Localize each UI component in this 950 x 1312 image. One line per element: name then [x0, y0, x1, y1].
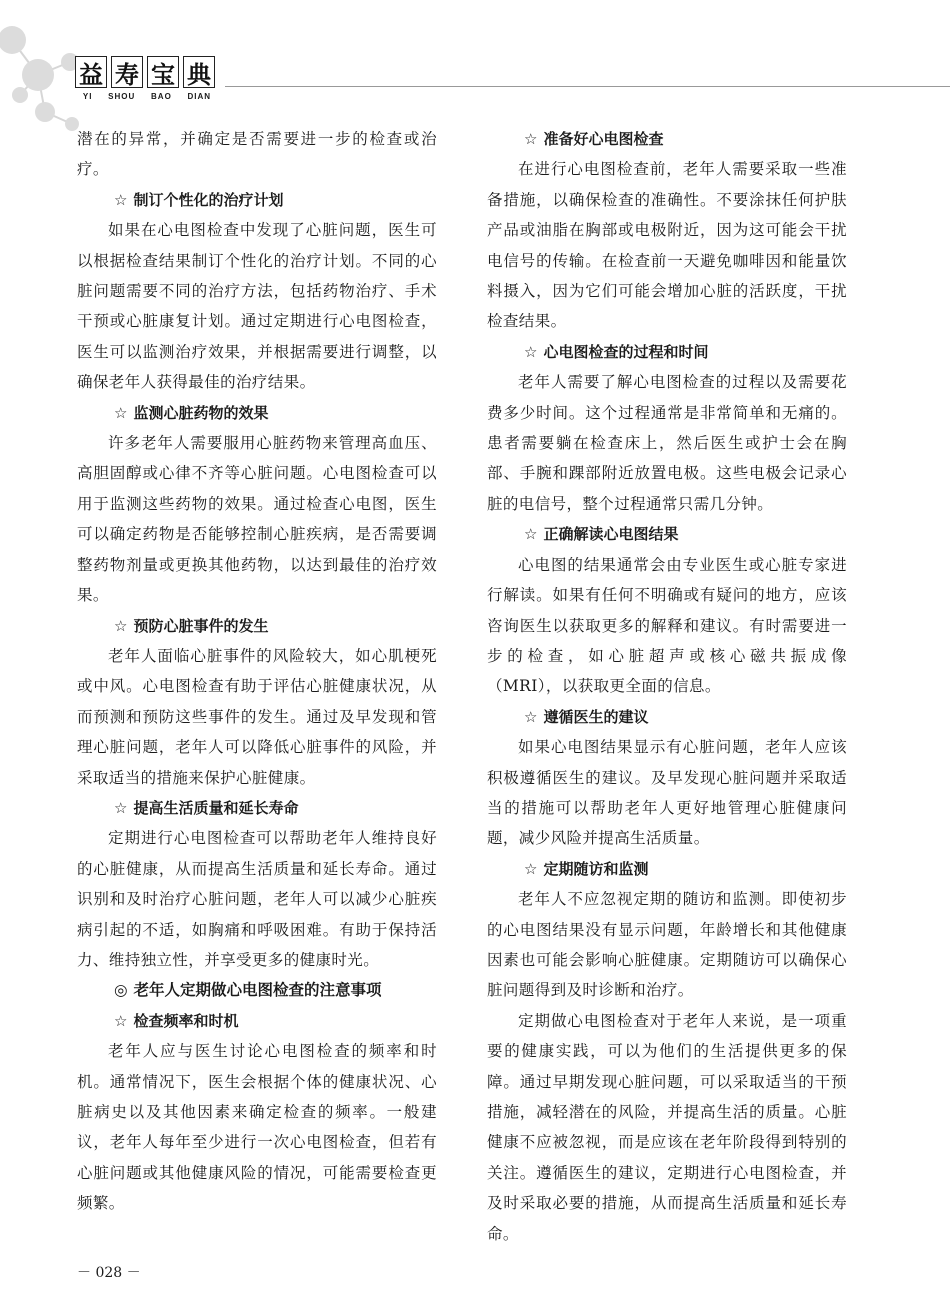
subheading-text: 监测心脏药物的效果 [133, 403, 269, 422]
logo-pinyin [75, 92, 219, 101]
subheading-text: 预防心脏事件的发生 [133, 616, 269, 635]
subheading [487, 337, 847, 367]
star-icon: ☆ [114, 616, 128, 635]
header-rule [225, 86, 950, 87]
paragraph: 在进行心电图检查前，老年人需要采取一些准备措施，以确保检查的准确性。不要涂抹任何护肤产品或油脂在胸部或电极附近，因为这可能会干扰电信号的传输。在检查前一天避免咖啡因和能量饮料摄入，因为它们可能会增加心脏的活跃度，干扰检查结果。 [487, 160, 847, 331]
paragraph: 定期做心电图检查对于老年人来说，是一项重要的健康实践，可以为他们的生活提供更多的保障。通过早期发现心脏问题，可以采取适当的干预措施，减轻潜在的风险，并提高生活的质量。心脏健康不应被忽视，而是应该在老年阶段得到特别的关注。遵循医生的建议，定期进行心电图检查，并及时采取必要的措施，从而提高生活质量和延长寿命。 [487, 1011, 847, 1243]
left-column [77, 124, 437, 1219]
subheading [487, 124, 847, 154]
subheading-text: 检查频率和时机 [133, 1011, 239, 1030]
star-icon: ☆ [524, 707, 538, 726]
star-icon: ☆ [524, 130, 538, 148]
star-icon: ☆ [524, 859, 538, 878]
pinyin-syllable: SHOU [108, 92, 136, 101]
paragraph: 定期进行心电图检查可以帮助老年人维持良好的心脏健康，从而提高生活质量和延长寿命。通过识别和及时治疗心脏问题，老年人可以减少心脏疾病引起的不适，如胸痛和呼吸困难。有助于保持活力、维持独立性，并享受更多的健康时光。 [77, 829, 437, 969]
paragraph: 如果在心电图检查中发现了心脏问题，医生可以根据检查结果制订个性化的治疗计划。不同的心脏问题需要不同的治疗方法，包括药物治疗、手术干预或心脏康复计划。通过定期进行心电图检查，医生可以监测治疗效果，并根据需要进行调整，以确保老年人获得最佳的治疗结果。 [77, 221, 437, 392]
star-icon: ☆ [114, 190, 128, 209]
logo-char: 典 [183, 56, 215, 88]
subheading [77, 611, 437, 641]
star-icon: ☆ [114, 1011, 128, 1030]
paragraph: 潜在的异常，并确定是否需要进一步的检查或治疗。 [77, 130, 437, 179]
subheading [77, 185, 437, 215]
journal-logo [75, 56, 215, 88]
subheading [77, 1006, 437, 1036]
subheading [487, 854, 847, 884]
pinyin-syllable: YI [82, 92, 93, 101]
star-icon: ☆ [114, 798, 128, 817]
subheading [487, 519, 847, 549]
section-heading-text: 老年人定期做心电图检查的注意事项 [133, 981, 382, 1000]
subheading [487, 702, 847, 732]
page-number: － 028 － [77, 1265, 141, 1281]
subheading [77, 793, 437, 823]
pinyin-syllable: DIAN [187, 92, 212, 101]
paragraph: 老年人不应忽视定期的随访和监测。即使初步的心电图结果没有显示问题，年龄增长和其他健康因素也可能会影响心脏健康。定期随访可以确保心脏问题得到及时诊断和治疗。 [487, 890, 847, 1000]
logo-char: 益 [75, 56, 107, 88]
bullseye-icon: ◎ [114, 981, 128, 1000]
star-icon: ☆ [114, 403, 128, 422]
subheading-text: 心电图检查的过程和时间 [543, 342, 709, 361]
section-heading [77, 975, 437, 1005]
paragraph: 老年人应与医生讨论心电图检查的频率和时机。通常情况下，医生会根据个体的健康状况、心脏病史以及其他因素来确定检查的频率。一般建议，老年人每年至少进行一次心电图检查，但若有心脏问题或其他健康风险的情况，可能需要检查更频繁。 [77, 1042, 437, 1213]
right-column [487, 124, 847, 1249]
paragraph: 老年人需要了解心电图检查的过程以及需要花费多少时间。这个过程通常是非常简单和无痛的。患者需要躺在检查床上，然后医生或护士会在胸部、手腕和踝部附近放置电极。这些电极会记录心脏的电信号，整个过程通常只需几分钟。 [487, 373, 847, 513]
paragraph: 如果心电图结果显示有心脏问题，老年人应该积极遵循医生的建议。及早发现心脏问题并采取适当的措施可以帮助老年人更好地管理心脏健康问题，减少风险并提高生活质量。 [487, 738, 847, 848]
paragraph: 心电图的结果通常会由专业医生或心脏专家进行解读。如果有任何不明确或有疑问的地方，应该咨询医生以获取更多的解释和建议。有时需要进一步的检查，如心脏超声或核心磁共振成像（MRI），以获取更全面的信息。 [487, 555, 847, 696]
star-icon: ☆ [524, 342, 538, 361]
subheading-text: 定期随访和监测 [543, 859, 649, 878]
paragraph: 老年人面临心脏事件的风险较大，如心肌梗死或中风。心电图检查有助于评估心脏健康状况，从而预测和预防这些事件的发生。通过及早发现和管理心脏问题，老年人可以降低心脏事件的风险，并采取适当的措施来保护心脏健康。 [77, 646, 437, 787]
subheading-text: 制订个性化的治疗计划 [133, 190, 284, 209]
logo-char: 寿 [111, 56, 143, 88]
subheading-text: 准备好心电图检查 [543, 130, 664, 148]
subheading-text: 提高生活质量和延长寿命 [133, 798, 299, 817]
logo-char: 宝 [147, 56, 179, 88]
star-icon: ☆ [524, 525, 538, 544]
pinyin-syllable: BAO [151, 92, 172, 101]
paragraph: 许多老年人需要服用心脏药物来管理高血压、高胆固醇或心律不齐等心脏问题。心电图检查可以用于监测这些药物的效果。通过检查心电图，医生可以确定药物是否能够控制心脏疾病，是否需要调整药物剂量或更换其他药物，以达到最佳的治疗效果。 [77, 434, 437, 605]
subheading-text: 遵循医生的建议 [543, 707, 649, 726]
subheading-text: 正确解读心电图结果 [543, 525, 679, 544]
subheading [77, 398, 437, 428]
